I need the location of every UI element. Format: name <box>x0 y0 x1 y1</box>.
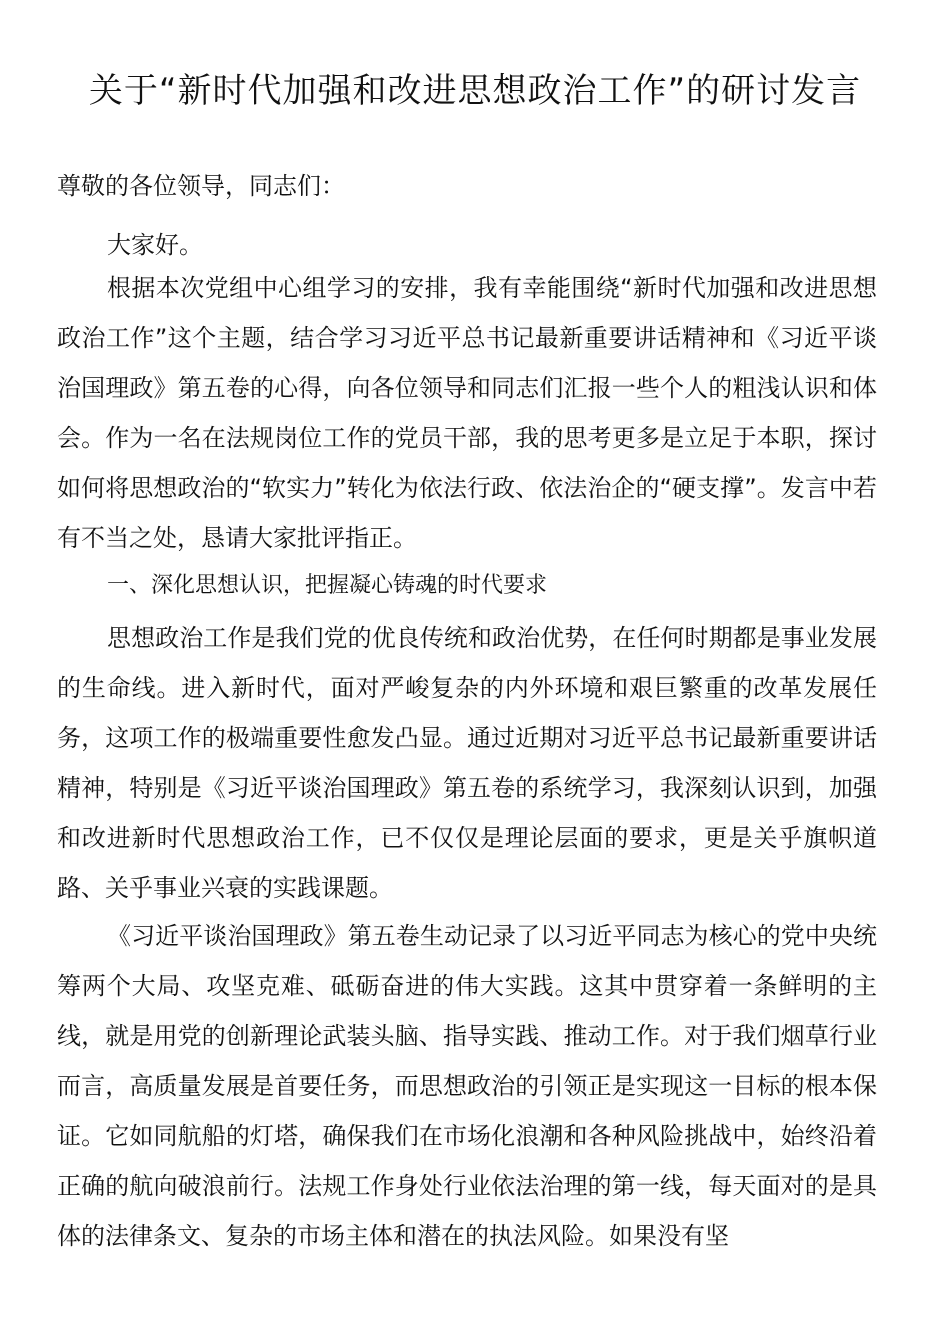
document-title: 关于“新时代加强和改进思想政治工作”的研讨发言 <box>88 71 862 111</box>
salutation: 尊敬的各位领导，同志们： <box>57 172 345 200</box>
section1-paragraph-2: 《习近平谈治国理政》第五卷生动记录了以习近平同志为核心的党中央统筹两个大局、攻坚克难、砥砺奋进的伟大实践。这其中贯穿着一条鲜明的主线，就是用党的创新理论武装头脑、指导实践、推动工作。对于我们烟草行业而言，高质量发展是首要任务，而思想政治的引领正是实现这一目标的根本保证。它如同航船的灯塔，确保我们在市场化浪潮和各种风险挑战中，始终沿着正确的航向破浪前行。法规工作身处行业依法治理的第一线，每天面对的是具体的法律条文、复杂的市场主体和潜在的执法风险。如果没有坚 <box>57 922 877 1250</box>
section1-paragraph-1: 思想政治工作是我们党的优良传统和政治优势，在任何时期都是事业发展的生命线。进入新时代，面对严峻复杂的内外环境和艰巨繁重的改革发展任务，这项工作的极端重要性愈发凸显。通过近期对习近平总书记最新重要讲话精神，特别是《习近平谈治国理政》第五卷的系统学习，我深刻认识到，加强和改进新时代思想政治工作，已不仅仅是理论层面的要求，更是关乎旗帜道路、关乎事业兴衰的实践课题。 <box>57 624 877 902</box>
section-heading-1: 一、深化思想认识，把握凝心铸魂的时代要求 <box>107 573 548 598</box>
intro-paragraph: 根据本次党组中心组学习的安排，我有幸能围绕“新时代加强和改进思想政治工作”这个主题，结合学习习近平总书记最新重要讲话精神和《习近平谈治国理政》第五卷的心得，向各位领导和同志们汇报一些个人的粗浅认识和体会。作为一名在法规岗位工作的党员干部，我的思考更多是立足于本职，探讨如何将思想政治的“软实力”转化为依法行政、依法治企的“硬支撑”。发言中若有不当之处，恳请大家批评指正。 <box>57 274 877 552</box>
greeting-paragraph: 大家好。 <box>107 231 203 259</box>
